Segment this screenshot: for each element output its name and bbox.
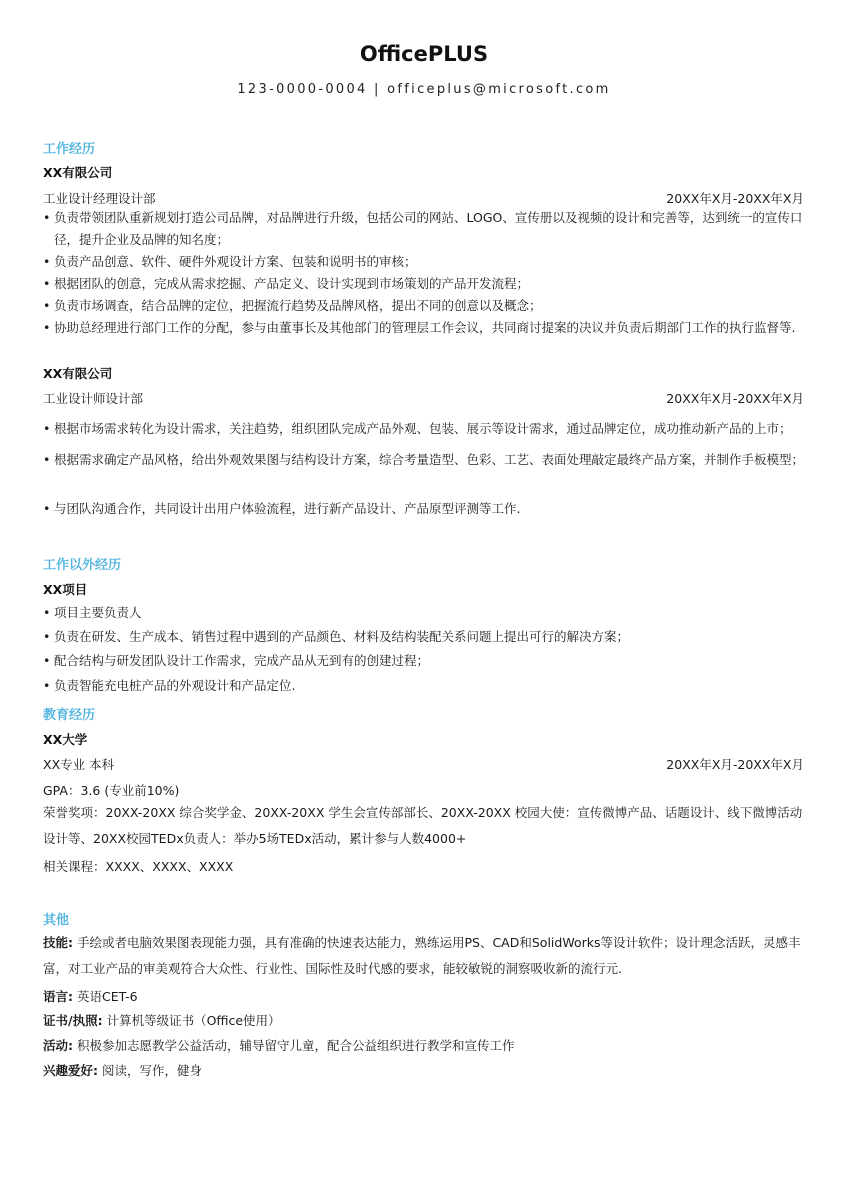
project-name: XX项目	[43, 582, 88, 597]
section-title-work: 工作经历	[43, 142, 96, 157]
certificate	[43, 1011, 281, 1029]
company-name: XX有限公司	[43, 165, 113, 180]
section-title-other: 其他	[43, 913, 70, 928]
list-item: • 协助总经理进行部门工作的分配，参与由董事长及其他部门的管理层工作会议，共同商讨提案的决议并负责后期部门工作的执行监督等.	[43, 320, 796, 335]
skills	[43, 930, 813, 982]
resume-name: OfficePLUS	[359, 42, 489, 66]
certificate-label: 证书/执照:	[43, 1013, 103, 1028]
skills-label: 技能:	[43, 935, 73, 950]
list-item: • 负责产品创意、软件、硬件外观设计方案、包装和说明书的审核；	[43, 254, 417, 269]
hobby	[43, 1061, 202, 1079]
major: XX专业 本科	[43, 757, 115, 772]
skills-text: 手绘或者电脑效果图表现能力强，具有准确的快速表达能力，熟练运用PS、CAD和SolidWorks等设计软件；设计理念活跃，灵感丰富，对工业产品的审美观符合大众性、行业性、国际性及时代感的要求，能较敏锐的洞察吸收新的流行元.	[43, 935, 801, 976]
list-item: • 与团队沟通合作，共同设计出用户体验流程，进行新产品设计、产品原型评测等工作.	[43, 501, 521, 516]
hobby-text: 阅读，写作，健身	[101, 1063, 202, 1078]
list-item: • 配合结构与研发团队设计工作需求，完成产品从无到有的创建过程；	[43, 653, 430, 668]
list-item: • 根据市场需求转化为设计需求，关注趋势，组织团队完成产品外观、包装、展示等设计需求，通过品牌定位，成功推动新产品的上市；	[43, 421, 792, 436]
list-item: • 负责带领团队重新规划打造公司品牌，对品牌进行升级，包括公司的网站、LOGO、宣传册以及视频的设计和完善等，达到统一的宣传口径，提升企业及品牌的知名度；	[43, 210, 803, 247]
list-item: • 负责在研发、生产成本、销售过程中遇到的产品颜色、材料及结构装配关系问题上提出可行的解决方案；	[43, 629, 630, 644]
school-name: XX大学	[43, 732, 88, 747]
list-item: • 根据需求确定产品风格，给出外观效果图与结构设计方案，综合考量造型、色彩、工艺、表面处理敲定最终产品方案，并制作手板模型；	[43, 452, 805, 467]
list-item: • 负责市场调查，结合品牌的定位，把握流行趋势及品牌风格，提出不同的创意以及概念；	[43, 298, 542, 313]
language	[43, 987, 138, 1005]
section-title-education: 教育经历	[43, 708, 96, 723]
job-role: 工业设计师设计部	[43, 391, 144, 406]
contact-line: 123-0000-0004 | officeplus@microsoft.com	[237, 82, 611, 97]
list-item: • 根据团队的创意，完成从需求挖掘、产品定义、设计实现到市场策划的产品开发流程；	[43, 276, 530, 291]
activity	[43, 1036, 515, 1054]
list-item: • 负责智能充电桩产品的外观设计和产品定位.	[43, 678, 296, 693]
courses: 相关课程：XXXX、XXXX、XXXX	[43, 859, 234, 874]
activity-text: 积极参加志愿教学公益活动，辅导留守儿童，配合公益组织进行教学和宣传工作	[76, 1038, 515, 1053]
section-title-extra: 工作以外经历	[43, 558, 122, 573]
education-date: 20XX年X月-20XX年X月	[666, 757, 804, 772]
job-date: 20XX年X月-20XX年X月	[666, 391, 804, 406]
job-date: 20XX年X月-20XX年X月	[666, 191, 804, 206]
language-label: 语言:	[43, 989, 73, 1004]
job-role: 工业设计经理设计部	[43, 191, 156, 206]
activity-label: 活动:	[43, 1038, 73, 1053]
certificate-text: 计算机等级证书（Office使用）	[106, 1013, 281, 1028]
company-name: XX有限公司	[43, 366, 113, 381]
language-text: 英语CET-6	[76, 989, 138, 1004]
hobby-label: 兴趣爱好:	[43, 1063, 98, 1078]
list-item: • 项目主要负责人	[43, 605, 142, 620]
honors: 荣誉奖项：20XX-20XX 综合奖学金、20XX-20XX 学生会宣传部部长、20XX-20XX 校园大使：宣传微博产品、话题设计、线下微博活动设计等、20XX校园TEDx负责人：举办5场TEDx活动，累计参与人数4000+	[43, 805, 803, 846]
gpa: GPA：3.6 (专业前10%)	[43, 783, 180, 798]
